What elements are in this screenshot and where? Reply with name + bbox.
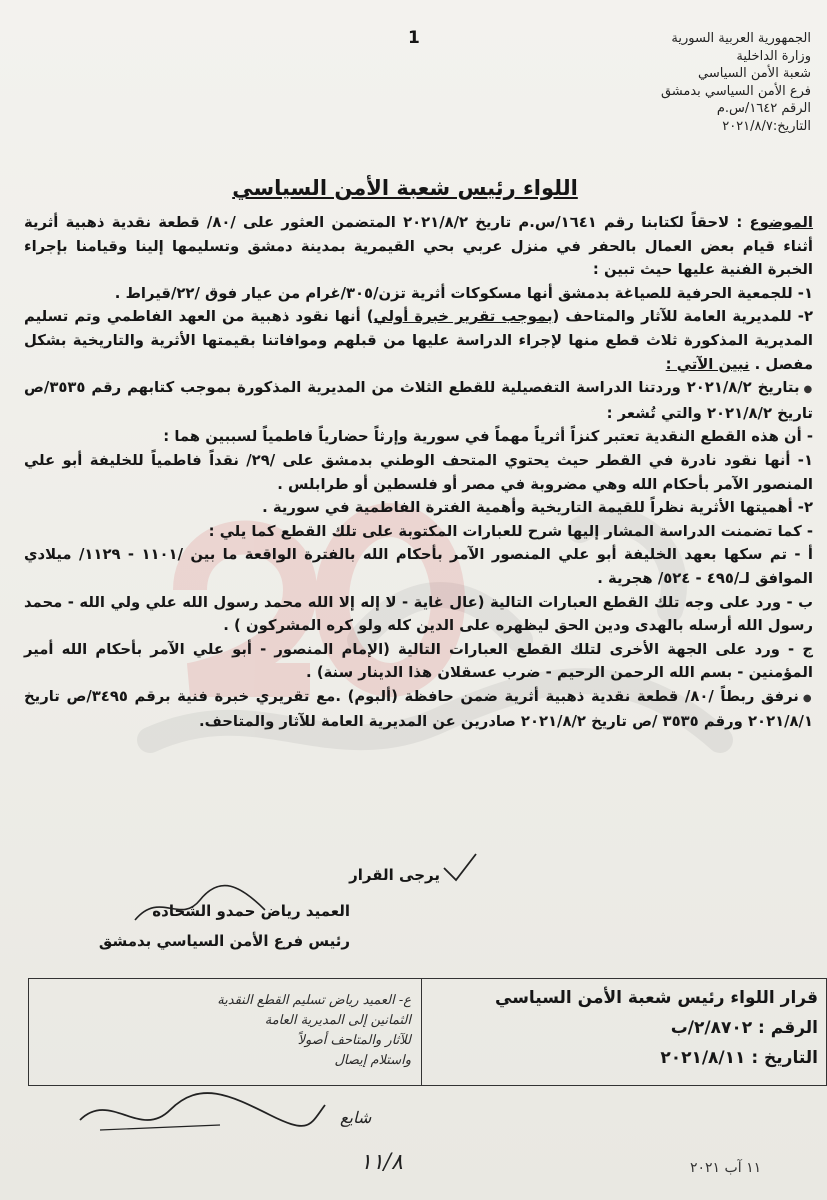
p2-before: ٢- للمديرية العامة للآثار والمتاحف ( (552, 308, 813, 326)
handwritten-approval: شايع (340, 1108, 372, 1127)
document-body (24, 211, 813, 734)
paragraph-craft-association: ١- للجمعية الحرفية للصياغة بدمشق أنها مسكوكات أثرية تزن/٣٠٥/غرام من عيار فوق /٢٢/قيراط . (114, 284, 813, 302)
paragraph-inscriptions-intro: - كما تضمنت الدراسة المشار إليها شرح للعبارات المكتوبة على تلك القطع كما يلي : (208, 522, 813, 540)
decision-date: التاريخ : ٢٠٢١/٨/١١ (660, 1048, 818, 1068)
paragraph-antiquities-directorate (24, 305, 813, 376)
decision-number: الرقم : ٢/٨٧٠٢/ب (670, 1018, 818, 1038)
subject-text: : لاحقاً لكتابنا رقم ١٦٤١/س.م تاريخ ٢٠٢١/٨/٢ المتضمن العثور على /٨٠/ قطعة نقدية ذهبية أثرية أثناء قيام بعض العمال بالحفر في منزل عربي بحي القيمرية بمدينة دمشق وتسليمها إلينا وقيامنا بإجراء الخبرة الفنية عليها حيث تبين : (24, 214, 813, 279)
closing-request: يرجى القرار (349, 866, 440, 884)
p3-text: بتاريخ ٢٠٢١/٨/٢ وردتنا الدراسة التفصيلية للقطع الثلاث من المديرية المذكورة بموجب كتابهم رقم ٣٥٣٥/ص تاريخ ٢٠٢١/٨/٢ والتي تُشعر : (24, 379, 813, 422)
paragraph-minting-era: أ - تم سكها بعهد الخليفة أبو علي المنصور الآمر بأحكام الله بالفترة الواقعة ما بين /١١٠١ - ١١٢٩/ ميلادي الموافق لـ/٤٩٥ - ٥٢٤/ هجرية . (24, 546, 814, 587)
closing-check-mark (440, 850, 480, 884)
letterhead-country: الجمهورية العربية السورية (671, 31, 811, 46)
document-title: اللواء رئيس شعبة الأمن السياسي (232, 176, 578, 200)
paragraph-attachments (24, 685, 813, 734)
handwritten-page-mark: ١١/٨ (360, 1150, 403, 1175)
decision-handwritten-note (29, 979, 421, 1085)
paragraph-detailed-study (24, 376, 813, 425)
signature-scribble (130, 880, 270, 930)
letterhead-reference-number: الرقم ١٦٤٢/س.م (716, 101, 811, 116)
note-line: للآثار والمتاحف أصولاً (297, 1033, 411, 1048)
signer-name: العميد رياض حمدو الشحاده (152, 902, 350, 920)
paragraph-treasure: - أن هذه القطع النقدية تعتبر كنزاً أثرياً مهماً في سورية وإرثاً حضارياً فاطمياً لسببين هما : (163, 428, 813, 446)
signer-position: رئيس فرع الأمن السياسي بدمشق (98, 932, 350, 950)
paragraph-reverse: ج - ورد على الجهة الأخرى لتلك القطع العبارات التالية (الإمام المنصور - أبو علي الآمر بأحكام الله أمير المؤمنين - بسم الله الرحمن الرحيم - ضرب عسقلان هذا الدينار سنة) . (24, 640, 813, 682)
note-line: ع- العميد رياض تسليم القطع النقدية (217, 993, 411, 1008)
decision-title: قرار اللواء رئيس شعبة الأمن السياسي (495, 988, 818, 1008)
letterhead-branch: فرع الأمن السياسي بدمشق (660, 83, 811, 99)
page-number: 1 (408, 28, 420, 48)
note-line: الثمانين إلى المديرية العامة (264, 1013, 411, 1028)
letterhead-ministry: وزارة الداخلية (736, 48, 811, 64)
subject-label: الموضوع (749, 214, 814, 231)
letterhead-date: التاريخ:٢٠٢١/٨/٧ (722, 118, 811, 134)
paragraph-rare-coins: ١- أنها نقود نادرة في القطر حيث يحتوي المتحف الوطني بدمشق على /٢٩/ نقداً فاطمياً للخليفة أبو علي المنصور الآمر بأحكام الله وهي مضروبة في مصر أو فلسطين أو طرابلس . (24, 451, 813, 493)
paragraph-obverse: ب - ورد على وجه تلك القطع العبارات التالية (عال غاية - لا إله إلا الله محمد رسول الله علي ولي الله - محمد رسول الله أرسله بالهدى ودين الحق ليظهره على الدين كله ولو كره المشركون ) . (24, 593, 813, 635)
letterhead (576, 30, 811, 135)
paragraph-importance: ٢- أهميتها الأثرية نظراً للقيمة التاريخية وأهمية الفترة الفاطمية في سورية . (262, 499, 813, 517)
p11-text: نرفق ربطاً /٨٠/ قطعة نقدية ذهبية أثرية ضمن حافظة (ألبوم) .مع تقريري خبرة فنية برقم ٣٤٩٥/ص تاريخ ٢٠٢١/٨/١ ورقم ٣٥٣٥ /ص تاريخ ٢٠٢١/٨/٢ صادرين عن المديرية العامة للآثار والمتاحف. (24, 687, 813, 731)
note-line: واستلام إيصال (334, 1053, 411, 1068)
decision-box (28, 978, 827, 1086)
p2-tail: نبين الآتي : (665, 355, 750, 373)
subject-paragraph (24, 211, 813, 282)
p2-after: ) أنها نقود ذهبية من العهد الفاطمي وتم تسليم المديرية المذكورة ثلاث قطع منها لإجراء الدراسة عليها من قبلهم وموافاتنا بقيمتها الأثرية والتاريخية بشكل مفصل . (24, 308, 813, 373)
handwritten-date: ١١ آب ٢٠٢١ (690, 1160, 762, 1176)
p2-underlined: بموجب تقرير خبرة أولي (373, 308, 553, 326)
letterhead-division: شعبة الأمن السياسي (698, 66, 811, 81)
lower-signature-scribble (70, 1085, 330, 1145)
decision-stamp (421, 979, 826, 1085)
